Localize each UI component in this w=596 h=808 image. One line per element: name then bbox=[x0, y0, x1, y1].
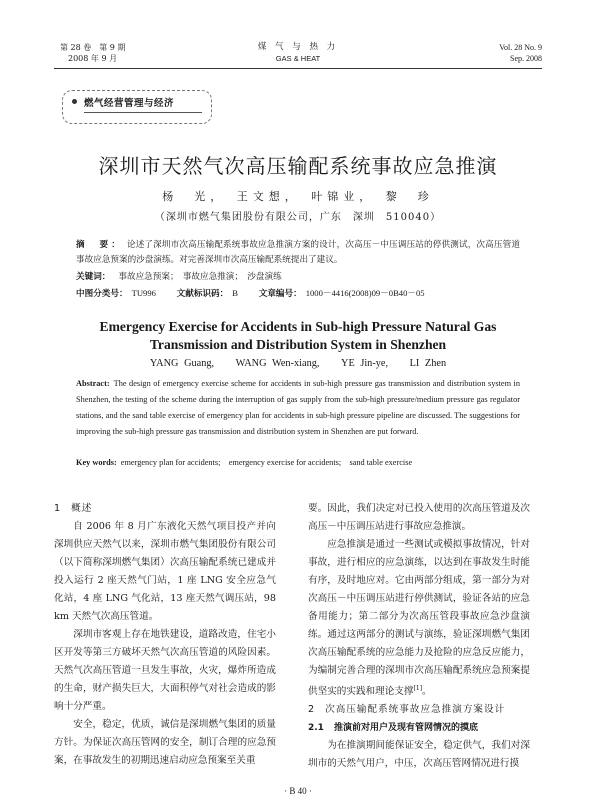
badge-label: 燃气经营管理与经济 bbox=[84, 98, 175, 109]
doc-code-value: B bbox=[232, 288, 238, 298]
paragraph-end: 。 bbox=[422, 686, 432, 698]
bullet-icon bbox=[72, 99, 77, 104]
keywords-en-label: Key words: bbox=[76, 458, 117, 467]
paragraph: 安全，稳定，优质，诚信是深圳燃气集团的质量方针。为保证次高压管网的安全，制订合理的应急预案，在事故发生的初期迅速启动应急预案至关重 bbox=[54, 719, 276, 766]
clc-value: TU996 bbox=[131, 288, 156, 298]
author-en: YANG Guang, bbox=[149, 358, 215, 369]
keywords-cn-label: 关键词： bbox=[76, 272, 111, 282]
body-column-left bbox=[54, 500, 276, 770]
section-heading bbox=[54, 500, 276, 518]
page-number: · B 40 · bbox=[284, 786, 312, 796]
paragraph-text: 应急推演是通过一些测试或模拟事故情况，针对事故，进行相应的应急演练，以达到在事故发生时能有序，及时地应对。它由两部分组成，第一部分为对次高压－中压调压站进行停供测试，验证各站的应急备用能力；第二部分为次高压管段事故应急沙盘演练。通过这两部分的测试与演练，验证深圳燃气集团次高压输配系统的应急能力及抢险的应急反应能力，为编制完善合理的深圳市次高压输配系统应急预案提供坚实的实践和理论支撑 bbox=[308, 539, 530, 698]
abstract-en bbox=[76, 376, 520, 440]
abstract-cn bbox=[76, 238, 520, 268]
keywords-en-text: emergency plan for accidents; emergency exercise for accidents; sand table exercise bbox=[120, 458, 413, 467]
citation-ref: [1] bbox=[413, 685, 423, 692]
article-title-cn: 深圳市天然气次高压输配系统事故应急推演 bbox=[98, 154, 498, 178]
abstract-en-label: Abstract: bbox=[76, 379, 110, 388]
section-number: 2 bbox=[308, 704, 316, 716]
paragraph bbox=[308, 536, 530, 701]
paragraph: 为在推演期间能保证安全，稳定供气，我们对深圳市的天然气用户，中压，次高压管网情况进行摸 bbox=[308, 740, 530, 770]
authors-cn: 杨 光， 王文想， 叶锦业， 黎 珍 bbox=[162, 190, 434, 203]
badge-underline bbox=[84, 112, 202, 113]
article-no-label: 文章编号： bbox=[258, 289, 302, 299]
header-rule bbox=[54, 68, 542, 69]
running-header bbox=[54, 42, 542, 70]
section-badge bbox=[62, 90, 210, 122]
volume-cn: 第 28 卷 第 9 期 bbox=[60, 43, 126, 52]
volume-en: Vol. 28 No. 9 bbox=[499, 43, 542, 52]
date-en: Sep. 2008 bbox=[510, 54, 542, 63]
keywords-en bbox=[76, 455, 520, 471]
section-title: 次高压输配系统事故应急推演方案设计 bbox=[325, 704, 506, 716]
author-en: LI Zhen bbox=[409, 358, 447, 369]
journal-name-en: GAS & HEAT bbox=[275, 54, 321, 63]
journal-name-cn: 煤 气 与 热 力 bbox=[257, 42, 339, 52]
header-right bbox=[499, 42, 542, 64]
keywords-cn bbox=[76, 270, 520, 285]
section-number: 1 bbox=[54, 503, 62, 514]
paragraph: 要。因此，我们决定对已投入使用的次高压管道及次高压－中压调压站进行事故应急推演。 bbox=[308, 503, 530, 532]
header-center bbox=[54, 42, 542, 64]
abstract-cn-label: 摘 要： bbox=[76, 240, 123, 250]
subsection-number: 2.1 bbox=[308, 723, 324, 734]
author-en: YE Jin-ye, bbox=[341, 358, 389, 369]
article-title-en: Emergency Exercise for Accidents in Sub-high Pressure Natural Gas Transmission and Distribution System in Shenzhen bbox=[99, 319, 497, 352]
subsection-heading bbox=[308, 719, 530, 737]
clc-label: 中图分类号： bbox=[76, 289, 128, 299]
doc-code-label: 文献标识码： bbox=[176, 289, 229, 299]
keywords-cn-text: 事故应急预案； 事故应急推演； 沙盘演练 bbox=[118, 272, 282, 282]
subsection-title: 推演前对用户及现有管网情况的摸底 bbox=[333, 723, 478, 734]
authors-en bbox=[60, 358, 536, 369]
affiliation-cn: （深圳市燃气集团股份有限公司，广东 深圳 510040） bbox=[154, 212, 442, 223]
article-no-value: 1000－4416(2008)09－0B40－05 bbox=[305, 288, 425, 298]
date-cn: 2008 年 9 月 bbox=[68, 54, 118, 63]
section-title: 概述 bbox=[71, 503, 93, 514]
section-heading bbox=[308, 701, 530, 719]
paragraph: 自 2006 年 8 月广东液化天然气项目投产并向深圳供应天然气以来，深圳市燃气集团股份有限公司（以下简称深圳燃气集团）次高压输配系统已建成并投入运行 2 座天然气门站，1 座 LNG 安全应急气化站，4 座 LNG 气化站，13 座天然气调压站，98 km 天然气次高压管道。 bbox=[54, 521, 276, 622]
classification-line bbox=[76, 286, 520, 302]
author-en: WANG Wen-xiang, bbox=[235, 358, 320, 369]
paragraph: 深圳市客观上存在地铁建设，道路改造，住宅小区开发等第三方破坏天然气次高压管道的风险因素。天然气次高压管道一旦发生事故，火灾，爆炸所造成的生命，财产损失巨大，大面积停气对社会造成的影响十分严重。 bbox=[54, 629, 276, 712]
body-column-right bbox=[308, 500, 530, 773]
abstract-en-text: The design of emergency exercise scheme for accidents in sub-high pressure gas transmission and distribution system in Shenzhen, the testing of the scheme during the interruption of gas supply from the sub-high pressure/medium pressure gas regulator stations, and the sand table exercise of emergency plan for accidents in sub-high pressure pipeline are discussed. The suggestions for improving the sub-high pressure gas transmission and distribution system in Shenzhen are put forward. bbox=[76, 379, 520, 436]
abstract-cn-text: 论述了深圳市次高压输配系统事故应急推演方案的设计，次高压－中压调压站的停供测试，次高压管道事故应急预案的沙盘演练。对完善深圳市次高压输配系统提出了建议。 bbox=[76, 240, 520, 265]
